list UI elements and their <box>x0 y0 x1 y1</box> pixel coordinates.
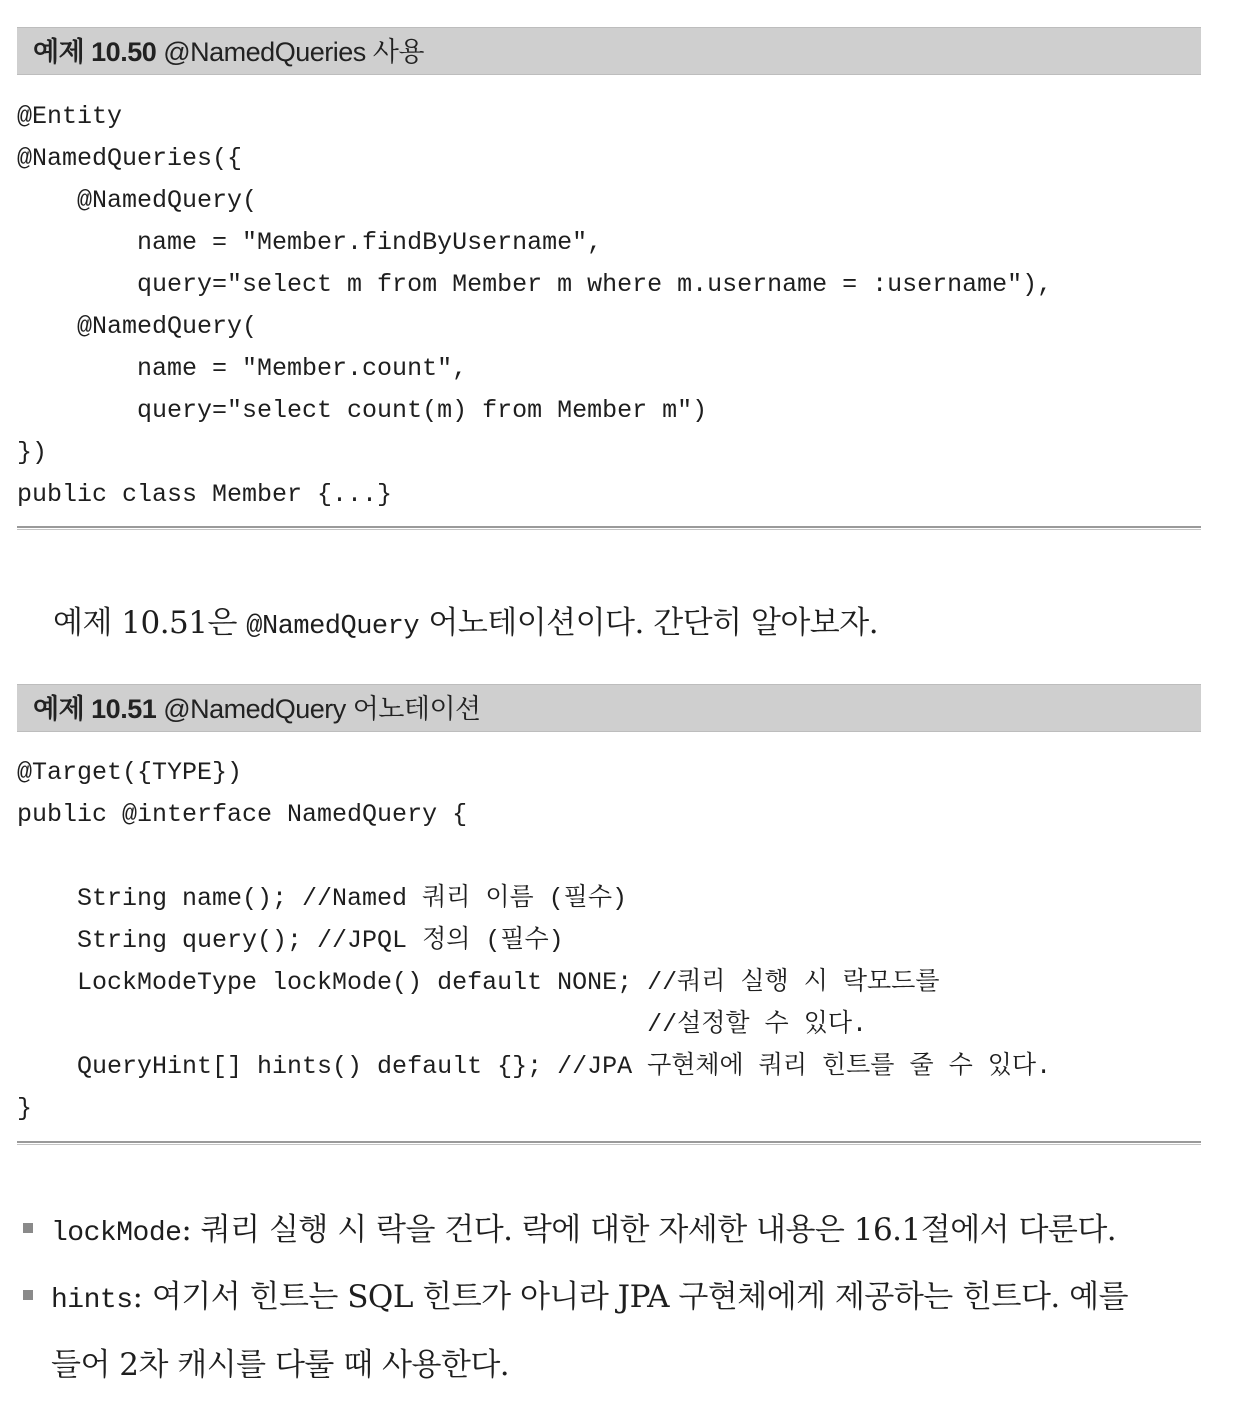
bullet-item-lockmode <box>23 1198 1213 1266</box>
example-title: @NamedQueries 사용 <box>163 37 424 67</box>
bullet-text: : 여기서 힌트는 SQL 힌트가 아니라 JPA 구현체에게 제공하는 힌트다. 예를 <box>132 1279 1129 1315</box>
code-line: String name(); //Named 쿼리 이름 (필수) <box>17 884 627 913</box>
code-line: @NamedQuery( <box>17 312 258 341</box>
paragraph-text-before: 예제 10.51은 <box>53 605 247 641</box>
code-line: String query(); //JPQL 정의 (필수) <box>17 926 564 955</box>
code-line: }) <box>17 438 48 467</box>
code-line: public class Member {...} <box>17 480 393 509</box>
body-paragraph <box>53 597 878 642</box>
bullet-term: lockMode <box>51 1218 182 1249</box>
code-line: name = "Member.findByUsername", <box>17 228 603 257</box>
code-line: } <box>17 1094 33 1123</box>
code-line: public @interface NamedQuery { <box>17 800 468 829</box>
code-listing-10-50 <box>17 96 1201 516</box>
listing-bottom-rule <box>17 526 1201 530</box>
paragraph-text-after: 어노테이션이다. 간단히 알아보자. <box>419 605 879 641</box>
code-line: @NamedQuery( <box>17 186 258 215</box>
listing-bottom-rule <box>17 1141 1201 1145</box>
code-line <box>17 836 1201 878</box>
code-listing-10-51 <box>17 752 1201 1130</box>
bullet-term: hints <box>51 1285 133 1316</box>
example-title: @NamedQuery 어노테이션 <box>163 694 481 724</box>
example-header-10-50 <box>17 27 1201 75</box>
code-line: QueryHint[] hints() default {}; //JPA 구현체에 쿼리 힌트를 줄 수 있다. <box>17 1052 1052 1081</box>
example-number: 예제 10.50 <box>33 37 157 67</box>
code-line: LockModeType lockMode() default NONE; //쿼리 실행 시 락모드를 <box>17 968 940 997</box>
code-line: @NamedQueries({ <box>17 144 243 173</box>
square-bullet-icon <box>23 1223 33 1233</box>
code-line: @Entity <box>17 102 123 131</box>
bullet-text: : 쿼리 실행 시 락을 건다. 락에 대한 자세한 내용은 16.1절에서 다룬다. <box>181 1212 1117 1248</box>
code-line: name = "Member.count", <box>17 354 468 383</box>
code-line: //설정할 수 있다. <box>17 1010 868 1039</box>
code-line: query="select m from Member m where m.username = :username"), <box>17 270 1053 299</box>
example-number: 예제 10.51 <box>33 694 157 724</box>
bullet-continuation: 들어 2차 캐시를 다룰 때 사용한다. <box>51 1347 510 1383</box>
code-line: query="select count(m) from Member m") <box>17 396 708 425</box>
code-line: @Target({TYPE}) <box>17 758 243 787</box>
square-bullet-icon <box>23 1290 33 1300</box>
paragraph-inline-code: @NamedQuery <box>246 612 420 642</box>
bullet-item-hints <box>23 1265 1213 1397</box>
example-header-10-51 <box>17 684 1201 732</box>
